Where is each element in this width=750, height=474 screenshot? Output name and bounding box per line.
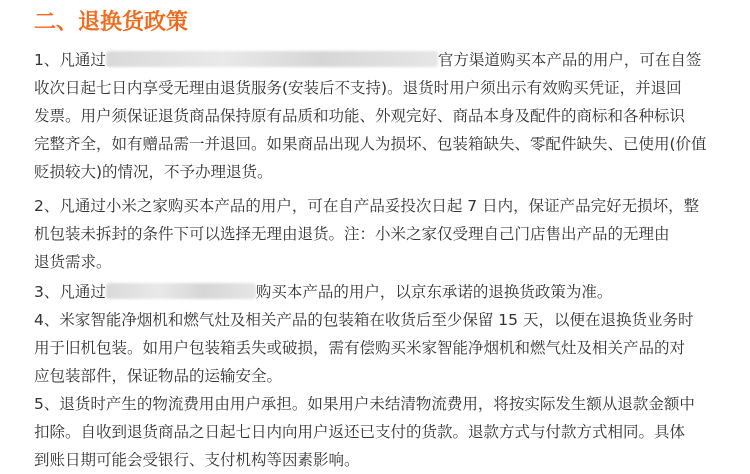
paragraph-line: 应包装部件，保证物品的运输安全。 bbox=[34, 367, 283, 385]
line-text-after: 官方渠道购买本产品的用户，可在自签 bbox=[437, 51, 702, 69]
paragraph-line: 扣除。自收到退货商品之日起七日内向用户返还已支付的货款。退款方式与付款方式相同。具体 bbox=[34, 423, 686, 441]
paragraph-line: 贬损较大)的情况，不予办理退货。 bbox=[34, 163, 273, 181]
line-text-after: 购买本产品的用户，以京东承诺的退换货政策为准。 bbox=[255, 283, 613, 301]
paragraph-line: 5、退货时产生的物流费用由用户承担。如果用户未结清物流费用，将按实际发生额从退款金额中 bbox=[34, 395, 695, 413]
paragraph-line: 完整齐全，如有赠品需一并退回。如果商品出现人为损坏、包装箱缺失、零配件缺失、已使用(价值 bbox=[34, 135, 707, 153]
policy-paragraph-3 bbox=[34, 278, 724, 306]
paragraph-line: 机包装未拆封的条件下可以选择无理由退货。注：小米之家仅受理自己门店售出产品的无理由 bbox=[34, 225, 670, 243]
policy-paragraph-2 bbox=[34, 192, 724, 276]
redacted-channel-name bbox=[106, 51, 438, 67]
paragraph-line: 到账日期可能会受银行、支付机构等因素影响。 bbox=[34, 451, 360, 469]
policy-paragraph-4 bbox=[34, 306, 724, 390]
paragraph-line: 退货需求。 bbox=[34, 253, 112, 271]
line-text-before: 1、凡通过 bbox=[34, 51, 106, 69]
line-text-before: 3、凡通过 bbox=[34, 283, 106, 301]
paragraph-line: 4、米家智能净烟机和燃气灶及相关产品的包装箱在收货后至少保留 15 天，以便在退换货业务时 bbox=[34, 311, 694, 329]
section-title: 二、退换货政策 bbox=[34, 10, 189, 35]
paragraph-line: 收次日起七日内享受无理由退货服务(安装后不支持)。退货时用户须出示有效购买凭证，并退回 bbox=[34, 79, 682, 97]
paragraph-line: 2、凡通过小米之家购买本产品的用户，可在自产品妥投次日起 7 日内，保证产品完好无损坏，整 bbox=[34, 197, 700, 215]
paragraph-line: 用于旧机包装。如用户包装箱丢失或破损，需有偿购买米家智能净烟机和燃气灶及相关产品的对 bbox=[34, 339, 686, 357]
paragraph-line bbox=[34, 278, 724, 306]
paragraph-line bbox=[34, 46, 724, 74]
policy-paragraph-5 bbox=[34, 390, 724, 474]
redacted-store-name bbox=[106, 283, 256, 299]
policy-paragraph-1 bbox=[34, 46, 724, 186]
paragraph-line: 发票。用户须保证退货商品保持原有品质和功能、外观完好、商品本身及配件的商标和各种标识 bbox=[34, 107, 686, 125]
